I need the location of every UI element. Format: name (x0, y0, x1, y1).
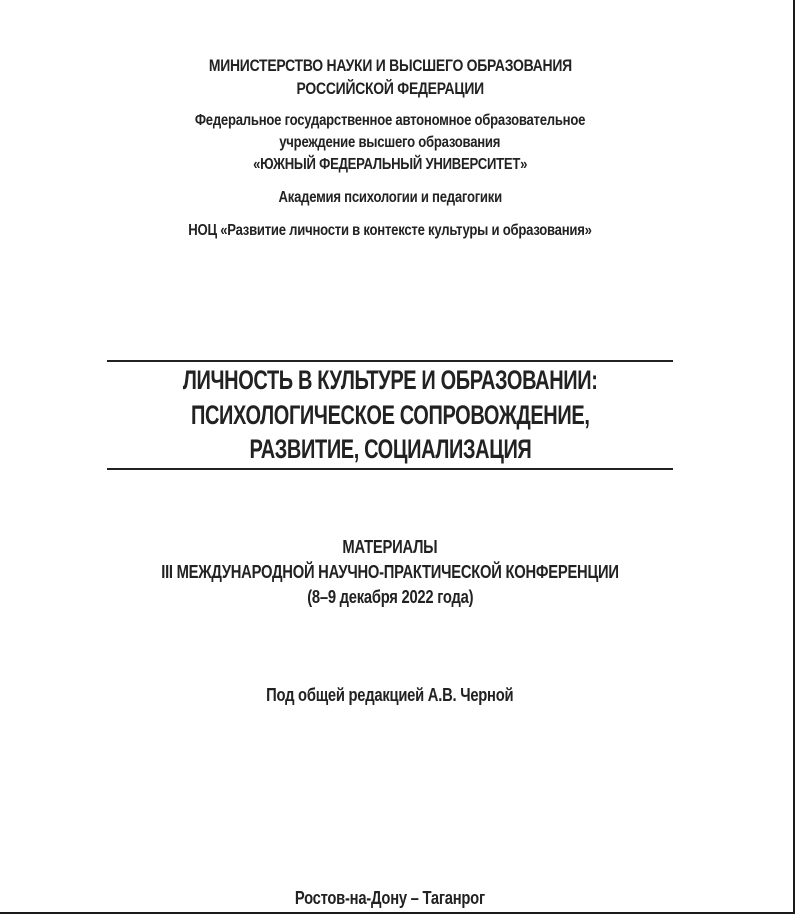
ministry-line-2: РОССИЙСКОЙ ФЕДЕРАЦИИ (296, 79, 484, 98)
research-center-name: НОЦ «Развитие личности в контексте культуры и образования» (188, 222, 592, 239)
title-line-3: РАЗВИТИЕ, СОЦИАЛИЗАЦИЯ (249, 434, 531, 464)
title-line-2: ПСИХОЛОГИЧЕСКОЕ СОПРОВОЖДЕНИЕ, (190, 400, 590, 430)
materials-line-2: III МЕЖДУНАРОДНОЙ НАУЧНО-ПРАКТИЧЕСКОЙ КОНФЕРЕНЦИИ (161, 562, 619, 582)
academy-name: Академия психологии и педагогики (278, 189, 502, 206)
title-line-1: ЛИЧНОСТЬ В КУЛЬТУРЕ И ОБРАЗОВАНИИ: (182, 365, 598, 395)
title-bottom-rule (107, 468, 673, 470)
institution-line-1: Федеральное государственное автономное образовательное (194, 112, 586, 129)
institution-line-2: учреждение высшего образования (279, 134, 501, 151)
editor-line: Под общей редакцией А.В. Черной (266, 685, 514, 705)
conference-dates: (8–9 декабря 2022 года) (306, 587, 474, 607)
ministry-line-1: МИНИСТЕРСТВО НАУКИ И ВЫСШЕГО ОБРАЗОВАНИЯ (208, 56, 572, 75)
title-top-rule (107, 360, 673, 362)
materials-line-1: МАТЕРИАЛЫ (342, 537, 438, 557)
institution-line-3: «ЮЖНЫЙ ФЕДЕРАЛЬНЫЙ УНИВЕРСИТЕТ» (252, 156, 528, 173)
publication-place: Ростов-на-Дону – Таганрог (294, 888, 485, 908)
